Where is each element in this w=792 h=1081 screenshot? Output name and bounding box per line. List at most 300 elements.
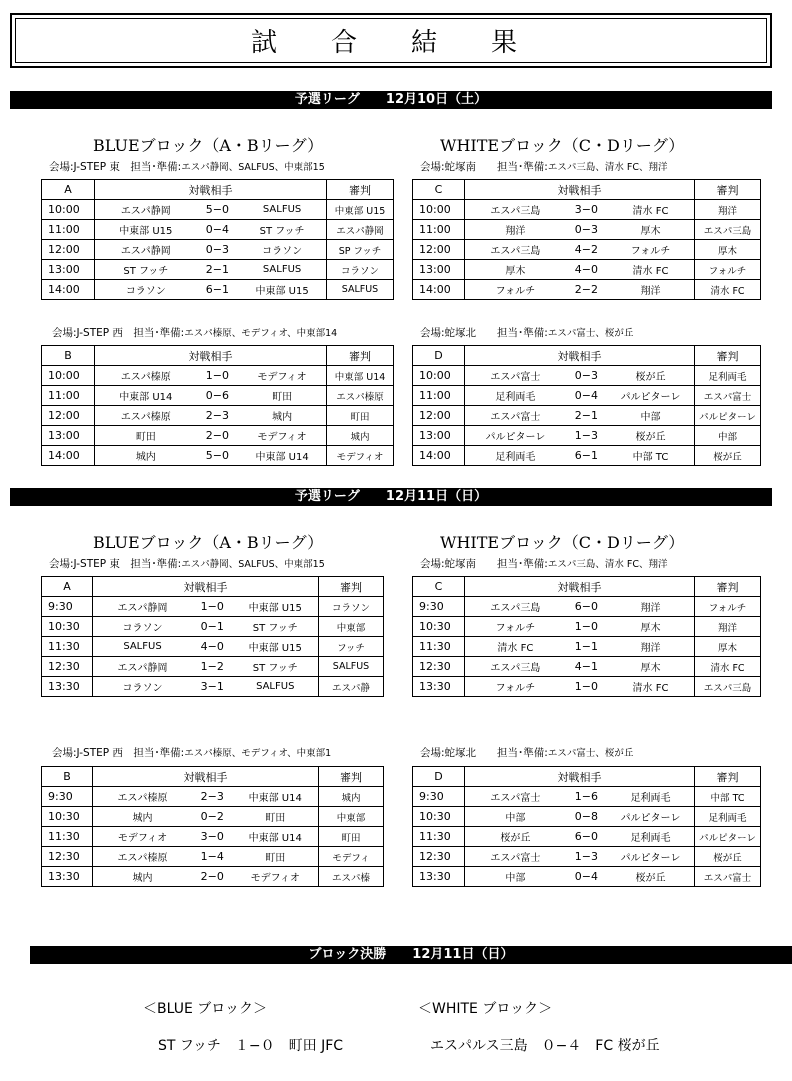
league-b-table <box>41 345 394 466</box>
table-row <box>413 657 761 677</box>
home-team: 厚木 <box>505 266 526 277</box>
away-team: 桜が丘 <box>635 372 666 383</box>
match-time: 12:30 <box>413 847 465 867</box>
match-time: 13:30 <box>413 867 465 887</box>
referee: 中東部 U15 <box>327 200 394 220</box>
home-team: 中東部 U15 <box>119 226 173 237</box>
match-line <box>95 220 326 239</box>
table-row <box>413 260 761 280</box>
referee: 翔洋 <box>695 617 761 637</box>
home-team: 町田 <box>135 432 156 443</box>
match-line <box>465 677 694 696</box>
away-team: パルピターレ <box>620 853 681 864</box>
match-cell <box>95 220 327 240</box>
away-team: 桜が丘 <box>635 432 666 443</box>
table-row <box>42 240 394 260</box>
home-team: 足利両毛 <box>495 452 536 463</box>
away-team: ST フッチ <box>252 663 298 674</box>
match-cell <box>93 867 319 887</box>
table-row <box>42 637 384 657</box>
match-score: 1−6 <box>574 790 598 803</box>
table-row <box>413 386 761 406</box>
venue-label: 会場:蛇塚南 担当･準備: <box>420 558 548 570</box>
away-team: 翔洋 <box>640 286 661 297</box>
match-time: 13:00 <box>413 260 465 280</box>
match-score: 0−4 <box>574 389 598 402</box>
referee: モデフィ <box>319 847 384 867</box>
home-team: コラソン <box>122 623 163 634</box>
match-line <box>465 637 694 656</box>
match-line <box>465 807 694 826</box>
away-team: モデフィオ <box>257 432 307 443</box>
referee: エスパ静 <box>319 677 384 697</box>
league-c-table <box>412 576 761 697</box>
away-team: 町田 <box>265 853 286 864</box>
away-team: SALFUS <box>256 681 295 692</box>
final-white-result: エスパルス三島 ０−４ FC 桜が丘 <box>430 1038 660 1054</box>
table-row <box>42 787 384 807</box>
referee: 桜が丘 <box>695 446 761 466</box>
venue-label: 会場:J-STEP 西 担当･準備: <box>52 747 185 759</box>
table-row <box>42 200 394 220</box>
match-time: 14:00 <box>42 446 95 466</box>
match-score: 2−1 <box>205 263 230 276</box>
home-team: エスパ静岡 <box>117 603 168 614</box>
match-score: 0−2 <box>200 810 224 823</box>
match-cell <box>95 386 327 406</box>
table-row <box>413 617 761 637</box>
match-time: 9:30 <box>42 597 93 617</box>
home-team: エスパ三島 <box>490 206 541 217</box>
match-line <box>465 386 694 405</box>
match-time: 12:30 <box>42 657 93 677</box>
opponent-header: 対戦相手 <box>465 577 695 597</box>
match-line <box>465 827 694 846</box>
table-row <box>42 847 384 867</box>
referee: コラソン <box>319 597 384 617</box>
home-team: エスパ三島 <box>490 663 541 674</box>
referee-header: 審判 <box>695 346 761 366</box>
section-bar-day2: 予選リーグ 12月11日（日） <box>10 488 772 506</box>
table-row <box>413 280 761 300</box>
table-row <box>413 677 761 697</box>
white-block-heading: WHITEブロック（C・Dリーグ） <box>440 136 685 155</box>
table-row <box>42 220 394 240</box>
match-time: 10:00 <box>413 366 465 386</box>
away-team: パルピターレ <box>620 392 681 403</box>
match-score: 1−0 <box>574 620 598 633</box>
venue-label: 会場:蛇塚北 担当･準備: <box>420 747 548 759</box>
match-score: 1−2 <box>200 660 224 673</box>
away-team: モデフィオ <box>257 372 307 383</box>
away-team: 厚木 <box>640 226 661 237</box>
home-team: フォルチ <box>495 623 536 634</box>
home-team: 城内 <box>135 452 156 463</box>
venue-line <box>420 556 667 571</box>
match-score: 2−0 <box>200 870 224 883</box>
match-score: 2−0 <box>205 429 230 442</box>
match-score: 4−2 <box>574 243 598 256</box>
table-header-row <box>42 577 384 597</box>
referee: パルピターレ <box>695 406 761 426</box>
referee: エスパ三島 <box>695 677 761 697</box>
match-line <box>465 406 694 425</box>
venue-staff: エスパ三島、清水 FC、翔洋 <box>547 162 668 173</box>
referee: 清水 FC <box>695 657 761 677</box>
match-score: 6−0 <box>574 830 598 843</box>
table-row <box>42 406 394 426</box>
table-header-row <box>42 346 394 366</box>
table-row <box>42 827 384 847</box>
referee-header: 審判 <box>319 577 384 597</box>
referee: 桜が丘 <box>695 847 761 867</box>
venue-line <box>52 325 337 340</box>
match-line <box>93 597 318 616</box>
match-score: 2−1 <box>574 409 598 422</box>
away-team: 清水 FC <box>632 206 669 217</box>
match-cell <box>465 446 695 466</box>
match-cell <box>93 597 319 617</box>
match-score: 5−0 <box>205 449 230 462</box>
referee: 中東部 <box>319 807 384 827</box>
table-row <box>413 847 761 867</box>
match-cell <box>465 200 695 220</box>
away-team: 桜が丘 <box>635 873 666 884</box>
away-team: パルピターレ <box>620 813 681 824</box>
match-cell <box>465 867 695 887</box>
match-cell <box>93 807 319 827</box>
match-time: 11:30 <box>42 827 93 847</box>
referee: 城内 <box>319 787 384 807</box>
match-cell <box>93 827 319 847</box>
match-score: 0−8 <box>574 810 598 823</box>
match-cell <box>465 366 695 386</box>
opponent-header: 対戦相手 <box>93 767 319 787</box>
match-time: 14:00 <box>42 280 95 300</box>
match-cell <box>465 637 695 657</box>
table-header-row <box>413 577 761 597</box>
match-line <box>95 260 326 279</box>
match-cell <box>93 617 319 637</box>
referee: 城内 <box>327 426 394 446</box>
opponent-header: 対戦相手 <box>95 346 327 366</box>
league-label: D <box>413 346 465 366</box>
match-line <box>95 366 326 385</box>
home-team: エスパ三島 <box>490 246 541 257</box>
match-time: 10:30 <box>42 807 93 827</box>
match-time: 12:30 <box>413 657 465 677</box>
match-time: 12:30 <box>42 847 93 867</box>
home-team: エスパ富士 <box>490 853 541 864</box>
table-row <box>42 807 384 827</box>
table-header-row <box>413 346 761 366</box>
final-blue-result: ST フッチ １−０ 町田 JFC <box>158 1038 344 1054</box>
opponent-header: 対戦相手 <box>465 767 695 787</box>
referee: エスパ榛 <box>319 867 384 887</box>
away-team: 中東部 U15 <box>255 286 309 297</box>
referee: 清水 FC <box>695 280 761 300</box>
home-team: フォルチ <box>495 286 536 297</box>
venue-staff: エスパ榛原、モデフィオ、中東部1 <box>184 748 332 759</box>
referee-header: 審判 <box>327 180 394 200</box>
home-team: エスパ静岡 <box>117 663 168 674</box>
referee: コラソン <box>327 260 394 280</box>
referee: 中東部 U14 <box>327 366 394 386</box>
match-score: 6−1 <box>574 449 598 462</box>
match-cell <box>95 240 327 260</box>
away-team: 翔洋 <box>640 603 661 614</box>
match-cell <box>465 406 695 426</box>
match-cell <box>465 597 695 617</box>
opponent-header: 対戦相手 <box>465 180 695 200</box>
referee: 足利両毛 <box>695 366 761 386</box>
blue-block-heading: BLUEブロック（A・Bリーグ） <box>93 533 324 552</box>
match-time: 11:00 <box>42 386 95 406</box>
match-time: 10:30 <box>413 807 465 827</box>
venue-line <box>420 325 633 340</box>
section-bar-final: ブロック決勝 12月11日（日） <box>30 946 792 964</box>
venue-label: 会場:J-STEP 西 担当･準備: <box>52 327 185 339</box>
match-time: 12:00 <box>42 406 95 426</box>
venue-label: 会場:J-STEP 東 担当･準備: <box>49 161 182 173</box>
match-cell <box>95 200 327 220</box>
blue-block-heading: BLUEブロック（A・Bリーグ） <box>93 136 324 155</box>
venue-line <box>49 556 325 571</box>
venue-staff: エスパ静岡、SALFUS、中東部15 <box>181 559 325 570</box>
match-cell <box>465 847 695 867</box>
match-time: 10:30 <box>413 617 465 637</box>
away-team: 厚木 <box>640 623 661 634</box>
table-row <box>413 426 761 446</box>
home-team: エスパ榛原 <box>120 412 171 423</box>
referee: SALFUS <box>319 657 384 677</box>
match-score: 4−1 <box>574 660 598 673</box>
match-time: 10:00 <box>42 200 95 220</box>
venue-line <box>420 159 667 174</box>
match-score: 1−3 <box>574 850 598 863</box>
away-team: 厚木 <box>640 663 661 674</box>
referee: エスパ静岡 <box>327 220 394 240</box>
match-line <box>465 847 694 866</box>
match-line <box>93 637 318 656</box>
venue-label: 会場:蛇塚北 担当･準備: <box>420 327 548 339</box>
match-time: 13:00 <box>42 426 95 446</box>
match-line <box>465 617 694 636</box>
match-time: 14:00 <box>413 280 465 300</box>
venue-label: 会場:蛇塚南 担当･準備: <box>420 161 548 173</box>
home-team: 城内 <box>132 813 153 824</box>
match-time: 11:00 <box>413 220 465 240</box>
match-time: 11:30 <box>42 637 93 657</box>
league-label: A <box>42 180 95 200</box>
match-score: 6−1 <box>205 283 230 296</box>
venue-staff: エスパ富士、桜が丘 <box>547 328 634 339</box>
league-label: B <box>42 767 93 787</box>
table-row <box>42 657 384 677</box>
table-row <box>42 280 394 300</box>
away-team: 足利両毛 <box>630 793 671 804</box>
match-score: 0−3 <box>574 223 598 236</box>
league-b-table <box>41 766 384 887</box>
table-row <box>42 260 394 280</box>
away-team: 中東部 U15 <box>248 643 302 654</box>
match-cell <box>465 827 695 847</box>
match-cell <box>465 787 695 807</box>
match-score: 5−0 <box>205 203 230 216</box>
league-a-table <box>41 576 384 697</box>
league-a-table <box>41 179 394 300</box>
match-cell <box>93 657 319 677</box>
match-time: 13:30 <box>413 677 465 697</box>
match-line <box>93 617 318 636</box>
match-cell <box>465 657 695 677</box>
home-team: コラソン <box>125 286 166 297</box>
league-label: B <box>42 346 95 366</box>
league-label: A <box>42 577 93 597</box>
referee-header: 審判 <box>327 346 394 366</box>
match-time: 10:00 <box>413 200 465 220</box>
match-cell <box>465 280 695 300</box>
referee: パルピターレ <box>695 827 761 847</box>
away-team: 町田 <box>265 813 286 824</box>
home-team: エスパ富士 <box>490 412 541 423</box>
match-time: 12:00 <box>42 240 95 260</box>
referee: 町田 <box>319 827 384 847</box>
home-team: 桜が丘 <box>500 833 531 844</box>
match-score: 3−0 <box>574 203 598 216</box>
away-team: 中部 TC <box>632 452 669 463</box>
table-row <box>42 617 384 637</box>
table-row <box>413 240 761 260</box>
match-line <box>465 597 694 616</box>
match-score: 1−3 <box>574 429 598 442</box>
match-score: 0−3 <box>205 243 230 256</box>
home-team: パルピターレ <box>485 432 546 443</box>
match-cell <box>465 807 695 827</box>
home-team: エスパ榛原 <box>117 793 168 804</box>
match-line <box>95 446 326 465</box>
match-cell <box>465 426 695 446</box>
table-header-row <box>413 180 761 200</box>
venue-staff: エスパ富士、桜が丘 <box>547 748 634 759</box>
match-line <box>465 260 694 279</box>
match-line <box>465 240 694 259</box>
match-cell <box>95 260 327 280</box>
venue-line <box>52 745 331 760</box>
table-header-row <box>413 767 761 787</box>
match-line <box>465 280 694 299</box>
match-time: 9:30 <box>413 597 465 617</box>
match-score: 1−1 <box>574 640 598 653</box>
home-team: 中部 <box>505 813 526 824</box>
away-team: 中東部 U14 <box>255 452 309 463</box>
match-score: 4−0 <box>200 640 224 653</box>
away-team: 中東部 U14 <box>248 833 302 844</box>
home-team: 翔洋 <box>505 226 526 237</box>
home-team: ST フッチ <box>123 266 169 277</box>
match-score: 2−3 <box>205 409 230 422</box>
match-time: 13:30 <box>42 677 93 697</box>
match-line <box>95 200 326 219</box>
table-row <box>413 807 761 827</box>
match-cell <box>95 406 327 426</box>
match-line <box>465 787 694 806</box>
away-team: SALFUS <box>262 264 302 275</box>
away-team: 清水 FC <box>632 266 669 277</box>
match-time: 11:00 <box>413 386 465 406</box>
referee: 中部 TC <box>695 787 761 807</box>
home-team: エスパ榛原 <box>120 372 171 383</box>
referee: SP フッチ <box>327 240 394 260</box>
table-row <box>413 366 761 386</box>
home-team: 中部 <box>505 873 526 884</box>
match-score: 6−0 <box>574 600 598 613</box>
table-row <box>42 677 384 697</box>
away-team: フォルチ <box>630 246 671 257</box>
match-cell <box>465 240 695 260</box>
away-team: モデフィオ <box>250 873 300 884</box>
title-box <box>10 13 772 68</box>
table-row <box>413 787 761 807</box>
match-line <box>465 657 694 676</box>
home-team: エスパ榛原 <box>117 853 168 864</box>
table-row <box>42 597 384 617</box>
match-score: 1−0 <box>205 369 230 382</box>
match-line <box>93 847 318 866</box>
table-row <box>42 426 394 446</box>
league-label: C <box>413 180 465 200</box>
away-team: 中部 <box>640 412 661 423</box>
final-white-heading: ＜WHITE ブロック＞ <box>418 1001 553 1017</box>
table-row <box>413 867 761 887</box>
referee: フォルチ <box>695 597 761 617</box>
match-time: 13:00 <box>42 260 95 280</box>
match-score: 1−0 <box>574 680 598 693</box>
page-title: 試 合 結 果 <box>15 18 767 63</box>
match-score: 0−3 <box>574 369 598 382</box>
match-score: 2−2 <box>574 283 598 296</box>
referee: 足利両毛 <box>695 807 761 827</box>
match-cell <box>465 617 695 637</box>
match-time: 10:00 <box>42 366 95 386</box>
final-blue-heading: ＜BLUE ブロック＞ <box>143 1001 267 1017</box>
match-line <box>95 280 326 299</box>
match-time: 10:30 <box>42 617 93 637</box>
table-row <box>413 406 761 426</box>
match-time: 11:30 <box>413 637 465 657</box>
home-team: エスパ富士 <box>490 372 541 383</box>
referee: 厚木 <box>695 637 761 657</box>
league-d-table <box>412 345 761 466</box>
home-team: モデフィオ <box>117 833 168 844</box>
match-time: 9:30 <box>42 787 93 807</box>
table-header-row <box>42 767 384 787</box>
venue-label: 会場:J-STEP 東 担当･準備: <box>49 558 182 570</box>
match-score: 1−4 <box>200 850 224 863</box>
match-score: 0−6 <box>205 389 230 402</box>
away-team: 清水 FC <box>632 683 669 694</box>
match-cell <box>465 260 695 280</box>
away-team: ST フッチ <box>252 623 298 634</box>
home-team: SALFUS <box>123 641 162 652</box>
match-line <box>465 867 694 886</box>
referee-header: 審判 <box>695 767 761 787</box>
match-line <box>93 867 318 886</box>
home-team: エスパ三島 <box>490 603 541 614</box>
away-team: 足利両毛 <box>630 833 671 844</box>
match-time: 9:30 <box>413 787 465 807</box>
match-time: 12:00 <box>413 406 465 426</box>
